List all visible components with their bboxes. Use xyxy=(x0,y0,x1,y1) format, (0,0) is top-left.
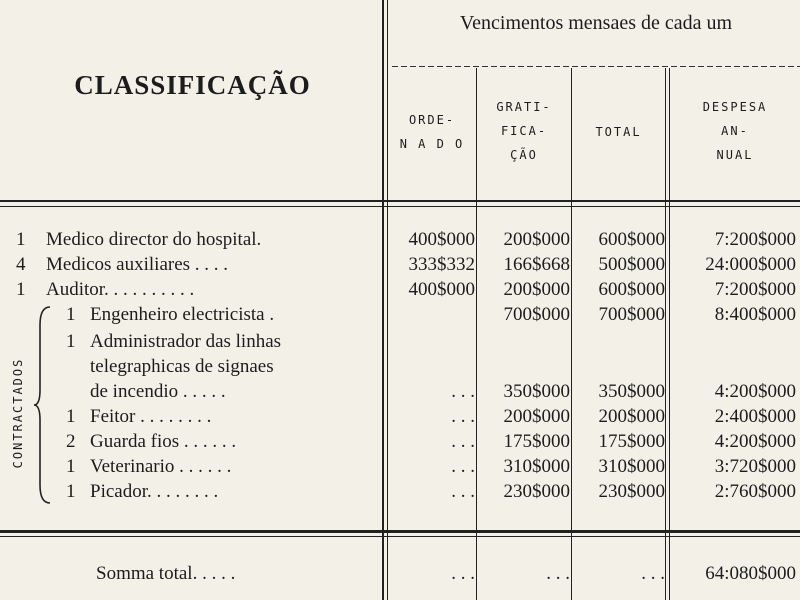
monthly-salaries-heading: Vencimentos mensaes de cada um xyxy=(459,12,733,34)
classification-heading: CLASSIFICAÇÃO xyxy=(74,70,311,100)
header-bottom-rule-b xyxy=(0,206,800,207)
table-row: 1 Engenheiro electricista . 700$000 700$000 8:400$000 xyxy=(66,304,796,325)
col-head-ordenado: ORDE- N A D O xyxy=(399,113,465,151)
total-row: Somma total. . . . . . . . . . . . . . 64:080$000 xyxy=(96,563,796,584)
col-head-despesa-annual: DESPESA AN- NUAL xyxy=(702,100,768,162)
side-label-contractados: CONTRACTADOS xyxy=(11,357,25,469)
total-rule-b xyxy=(0,536,800,537)
table-row: 1 Auditor. . . . . . . . . . 400$000 200$000 600$000 7:200$000 xyxy=(16,279,796,300)
grand-total-value: 64:080$000 xyxy=(705,563,796,584)
total-label: Somma total. . . . . xyxy=(96,563,236,584)
col-head-total: TOTAL xyxy=(595,125,642,139)
table-row: de incendio . . . . . . . . 350$000 350$000 4:200$000 xyxy=(90,381,796,402)
table-row: 4 Medicos auxiliares . . . . 333$332 166$668 500$000 24:000$000 xyxy=(16,254,796,275)
table-row: 1 Medico director do hospital. 400$000 200$000 600$000 7:200$000 xyxy=(16,229,796,250)
group-header-wavy-rule xyxy=(392,66,800,67)
table-row: 2 Guarda fios . . . . . . . . . 175$000 175$000 4:200$000 xyxy=(66,431,796,452)
table-row: telegraphicas de signaes xyxy=(90,356,274,377)
table-row: 1 Picador. . . . . . . . . . . 230$000 230$000 2:760$000 xyxy=(66,481,796,502)
total-rule-a xyxy=(0,530,800,533)
table-row: 1 Administrador das linhas xyxy=(66,331,282,352)
table-row: 1 Veterinario . . . . . . . . . 310$000 310$000 3:720$000 xyxy=(66,456,796,477)
table-row: 1 Feitor . . . . . . . . . . . 200$000 200$000 2:400$000 xyxy=(66,406,796,427)
header-bottom-rule-a xyxy=(0,200,800,202)
col-head-gratificacao: GRATI- FICA- ÇÃO xyxy=(496,100,552,162)
